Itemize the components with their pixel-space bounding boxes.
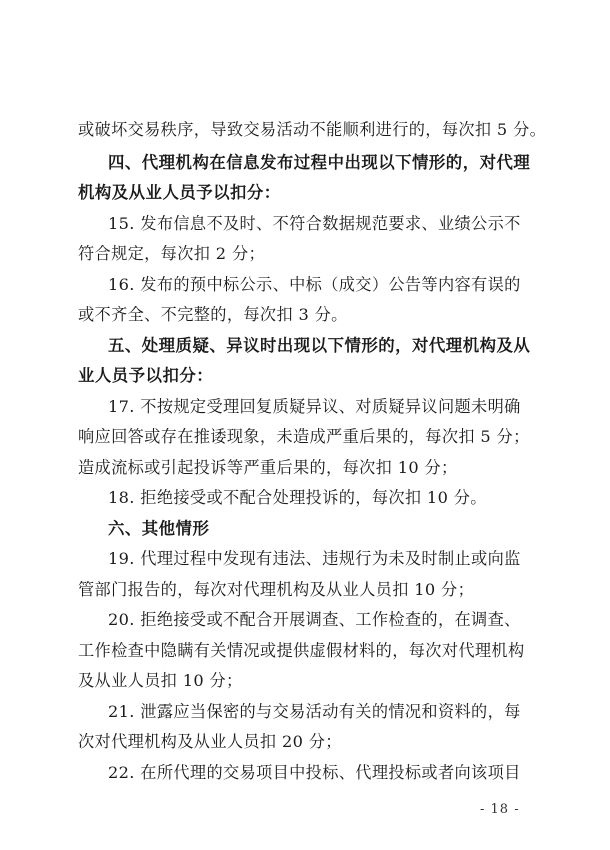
item-17: 17. 不按规定受理回复质疑异议、对质疑异议问题未明确 [108, 397, 521, 416]
item-15: 15. 发布信息不及时、不符合数据规范要求、业绩公示不 [108, 214, 521, 233]
page-number: - 18 - [480, 802, 520, 817]
section-heading-4-cont: 机构及从业人员予以扣分： [78, 183, 281, 202]
body-line-1: 或破坏交易秩序，导致交易活动不能顺利进行的，每次扣 5 分。 [78, 120, 547, 139]
item-16: 16. 发布的预中标公示、中标（成交）公告等内容有误的 [108, 275, 521, 294]
item-17-cont-1: 响应回答或存在推诿现象，未造成严重后果的，每次扣 5 分； [78, 427, 530, 446]
item-20-cont-1: 工作检查中隐瞒有关情况或提供虚假材料的，每次对代理机构 [78, 641, 525, 660]
item-16-cont: 或不齐全、不完整的，每次扣 3 分。 [78, 305, 348, 324]
item-22: 22. 在所代理的交易项目中投标、代理投标或者向该项目 [108, 763, 521, 782]
item-19: 19. 代理过程中发现有违法、违规行为未及时制止或向监 [108, 549, 521, 568]
item-17-cont-2: 造成流标或引起投诉等严重后果的，每次扣 10 分； [78, 458, 458, 477]
item-15-cont: 符合规定，每次扣 2 分； [78, 244, 266, 263]
section-heading-4: 四、代理机构在信息发布过程中出现以下情形的，对代理 [108, 153, 531, 172]
item-21: 21. 泄露应当保密的与交易活动有关的情况和资料的，每 [108, 702, 521, 721]
item-21-cont: 次对代理机构及从业人员扣 20 分； [78, 732, 342, 751]
section-heading-5: 五、处理质疑、异议时出现以下情形的，对代理机构及从 [108, 336, 531, 355]
section-heading-6: 六、其他情形 [108, 519, 210, 538]
section-heading-5-cont: 业人员予以扣分： [78, 366, 214, 385]
item-18: 18. 拒绝接受或不配合处理投诉的，每次扣 10 分。 [108, 488, 487, 507]
item-20: 20. 拒绝接受或不配合开展调查、工作检查的，在调查、 [108, 610, 521, 629]
item-19-cont: 管部门报告的，每次对代理机构及从业人员扣 10 分； [78, 580, 475, 599]
item-20-cont-2: 及从业人员扣 10 分； [78, 671, 243, 690]
